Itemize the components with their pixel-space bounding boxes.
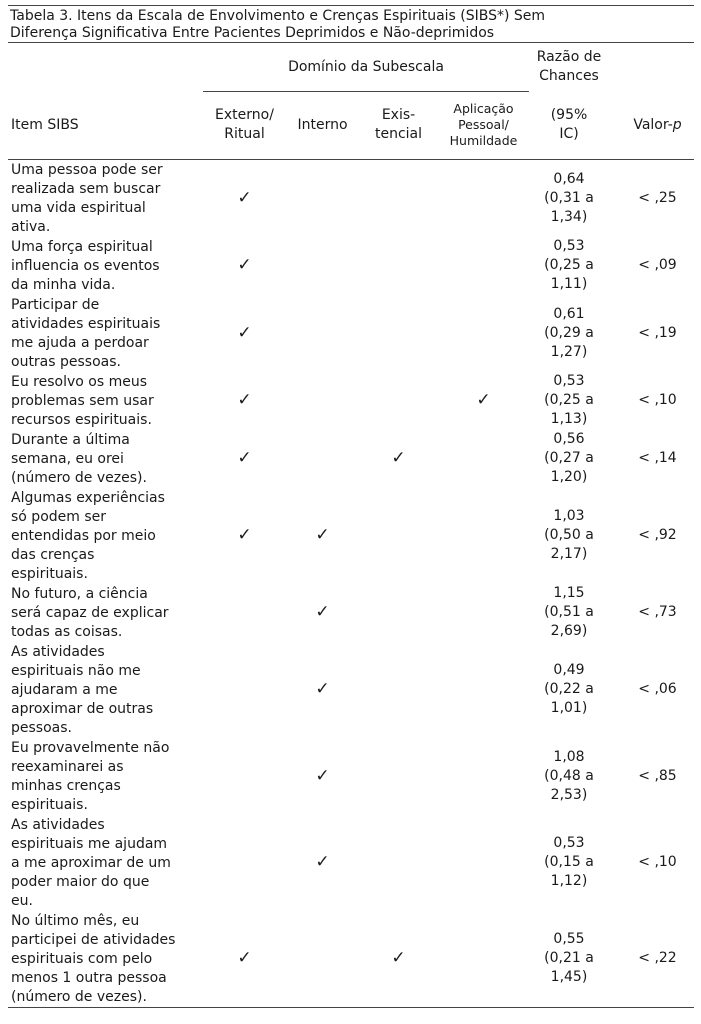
caption-line-1: Tabela 3. Itens da Escala de Envolvimento e Crenças Espirituais (SIBS*) Sem [10, 8, 546, 24]
item-text-line: da minha vida. [11, 276, 116, 293]
table-row [8, 584, 694, 642]
item-cell [8, 488, 203, 584]
existential-cell [359, 372, 438, 430]
odds-ratio-cell [529, 488, 609, 584]
pvalue-cell: < ,19 [638, 324, 677, 341]
item-text-line: (número de vezes). [11, 988, 147, 1005]
existential-cell [359, 911, 438, 1008]
odds-ratio-line: (0,50 a [544, 527, 594, 543]
item-header [8, 92, 203, 160]
item-text-line: Durante a última [11, 431, 130, 448]
header-blank-p [609, 43, 694, 92]
pvalue-cell: < ,10 [638, 854, 677, 870]
existential-cell [359, 815, 438, 911]
odds-ratio-cell [529, 372, 609, 430]
odds-ratio-line: (0,15 a [544, 854, 594, 870]
odds-ratio-line: (0,25 a [544, 257, 594, 273]
personal-humility-cell [438, 584, 529, 642]
personal-humility-cell [438, 911, 529, 1008]
item-cell [8, 738, 203, 815]
internal-cell [286, 488, 359, 584]
odds-ratio-line: (0,21 a [544, 950, 594, 966]
item-text-line: outras pessoas. [11, 353, 121, 370]
item-text-line: espirituais me ajudam [11, 835, 168, 852]
external-ritual-cell [203, 911, 286, 1008]
internal-cell [286, 738, 359, 815]
external-ritual-cell [203, 738, 286, 815]
odds-ratio-line: 0,56 [553, 431, 585, 447]
odds-ratio-line: (0,22 a [544, 681, 594, 697]
odds-ratio-line: 1,12) [550, 873, 588, 889]
internal-cell [286, 237, 359, 295]
odds-ratio-line: (0,48 a [544, 767, 594, 784]
existential-cell [359, 159, 438, 237]
odds-ratio-line: (0,25 a [544, 392, 594, 408]
pvalue-label-suffix: p [672, 116, 682, 133]
item-cell [8, 430, 203, 488]
item-text-line: As atividades [11, 816, 105, 833]
item-text-line: todas as coisas. [11, 623, 123, 640]
item-text-line: Uma pessoa pode ser [11, 161, 163, 178]
item-text-line: espirituais com pelo [11, 950, 153, 967]
odds-ratio-line: 1,11) [550, 276, 588, 292]
odds-ratio-cell [529, 430, 609, 488]
odds-ratio-line: 2,17) [550, 546, 588, 562]
check-mark-icon: ✓ [476, 390, 491, 410]
odds-ratio-line: (0,31 a [544, 189, 594, 206]
external-ritual-cell [203, 488, 286, 584]
sibs-table [8, 42, 694, 1008]
odds-ratio-cell [529, 911, 609, 1008]
item-text-line: influencia os eventos [11, 257, 160, 274]
item-text-line: semana, eu orei [11, 450, 124, 467]
internal-header [286, 92, 359, 160]
external-ritual-label-2: Ritual [224, 126, 265, 143]
item-text-line: das crenças [11, 546, 95, 563]
item-text-line: ativa. [11, 218, 51, 235]
item-text-line: No último mês, eu [11, 912, 140, 929]
table-caption [10, 6, 694, 42]
odds-ratio-cell [529, 642, 609, 738]
check-mark-icon: ✓ [391, 448, 406, 468]
external-ritual-label-1: Externo/ [215, 107, 274, 124]
pvalue-cell: < ,10 [638, 392, 677, 408]
internal-cell [286, 372, 359, 430]
item-cell [8, 372, 203, 430]
table-row [8, 738, 694, 815]
item-text-line: espirituais. [11, 565, 88, 582]
personal-humility-label-2: Pessoal/ [458, 117, 509, 133]
odds-ratio-cell [529, 738, 609, 815]
item-text-line: Eu resolvo os meus [11, 373, 148, 390]
item-cell [8, 815, 203, 911]
odds-ratio-line: 2,53) [550, 786, 588, 803]
existential-cell [359, 488, 438, 584]
check-mark-icon: ✓ [237, 948, 252, 968]
check-mark-icon: ✓ [315, 679, 330, 699]
check-mark-icon: ✓ [315, 525, 330, 545]
check-mark-icon: ✓ [237, 187, 252, 208]
existential-cell [359, 642, 438, 738]
document-page [8, 5, 694, 1008]
pvalue-cell: < ,73 [638, 604, 677, 620]
existential-label-2: tencial [374, 126, 423, 143]
odds-ratio-line: 1,01) [550, 700, 588, 716]
external-ritual-cell [203, 295, 286, 372]
odds-ratio-line: 1,08 [553, 748, 585, 765]
odds-ratio-line: 0,64 [553, 170, 585, 187]
header-row-sub [8, 92, 694, 160]
pvalue-cell: < ,22 [609, 911, 694, 1008]
domain-header [203, 43, 529, 92]
header-blank [8, 43, 203, 92]
personal-humility-cell [438, 642, 529, 738]
table-body [8, 159, 694, 1007]
item-text-line: poder maior do que [11, 873, 150, 890]
pvalue-header [609, 92, 694, 160]
external-ritual-cell [203, 237, 286, 295]
table-row [8, 642, 694, 738]
existential-label-1: Exis- [381, 107, 416, 124]
odds-ratio-cell [529, 584, 609, 642]
external-ritual-cell [203, 584, 286, 642]
caption-line-2: Diferença Significativa Entre Pacientes Deprimidos e Não-deprimidos [10, 25, 495, 41]
odds-ratio-line: 0,53 [553, 238, 585, 254]
item-text-line: Participar de [11, 296, 100, 313]
odds-ratio-cell [529, 237, 609, 295]
item-text-line: me ajuda a perdoar [11, 334, 149, 351]
table-row [8, 815, 694, 911]
odds-ratio-line: 0,53 [553, 373, 585, 389]
item-text-line: menos 1 outra pessoa [11, 969, 167, 986]
table-row [8, 911, 694, 1008]
check-mark-icon: ✓ [315, 765, 330, 786]
personal-humility-cell [438, 237, 529, 295]
item-cell [8, 584, 203, 642]
personal-humility-cell [438, 295, 529, 372]
domain-header-label: Domínio da Subescala [288, 58, 444, 75]
item-text-line: ajudaram a me [11, 681, 118, 698]
pvalue-cell: < ,25 [638, 189, 677, 206]
item-text-line: Algumas experiências [11, 489, 165, 506]
odds-ratio-cell [529, 295, 609, 372]
ci-label-1: (95% [550, 107, 588, 123]
item-text-line: Uma força espiritual [11, 238, 153, 255]
personal-humility-label-1: Aplicação [453, 101, 514, 117]
check-mark-icon: ✓ [237, 322, 252, 343]
internal-cell [286, 584, 359, 642]
table-row [8, 488, 694, 584]
odds-ratio-line: 1,13) [550, 411, 588, 427]
existential-cell [359, 584, 438, 642]
existential-cell [359, 738, 438, 815]
external-ritual-header [203, 92, 286, 160]
odds-ratio-line: 0,61 [553, 305, 585, 322]
internal-cell [286, 295, 359, 372]
internal-cell [286, 642, 359, 738]
odds-ratio-line: 0,55 [553, 931, 585, 947]
odds-ratio-line: 1,20) [550, 469, 588, 485]
item-text-line: reexaminarei as [11, 758, 124, 775]
odds-ratio-line: 2,69) [550, 623, 588, 639]
item-text-line: As atividades [11, 643, 105, 660]
item-text-line: uma vida espiritual [11, 199, 146, 216]
pvalue-cell: < ,14 [638, 450, 677, 466]
item-text-line: espirituais. [11, 796, 88, 813]
item-text-line: Eu provavelmente não [11, 739, 170, 756]
check-mark-icon: ✓ [237, 255, 252, 275]
check-mark-icon: ✓ [237, 525, 252, 545]
item-text-line: será capaz de explicar [11, 604, 169, 621]
header-row-top [8, 43, 694, 92]
item-text-line: aproximar de outras [11, 700, 154, 717]
item-text-line: espirituais não me [11, 662, 141, 679]
existential-cell [359, 430, 438, 488]
pvalue-cell: < ,09 [638, 257, 677, 273]
existential-header [359, 92, 438, 160]
odds-ratio-line: 1,15 [553, 585, 585, 601]
table-row [8, 372, 694, 430]
item-text-line: a me aproximar de um [11, 854, 171, 871]
odds-ratio-label-2: Chances [539, 68, 599, 85]
odds-ratio-line: 0,49 [553, 662, 585, 678]
item-cell [8, 295, 203, 372]
personal-humility-cell [438, 159, 529, 237]
check-mark-icon: ✓ [315, 602, 330, 622]
item-text-line: atividades espirituais [11, 315, 161, 332]
check-mark-icon: ✓ [237, 448, 252, 468]
table-row [8, 295, 694, 372]
external-ritual-cell [203, 642, 286, 738]
odds-ratio-label-1: Razão de [536, 49, 602, 66]
personal-humility-cell [438, 488, 529, 584]
ci-header [529, 92, 609, 160]
external-ritual-cell [203, 372, 286, 430]
table-row [8, 430, 694, 488]
odds-ratio-line: (0,51 a [544, 604, 594, 620]
odds-ratio-line: 0,53 [553, 835, 585, 851]
odds-ratio-line: (0,27 a [544, 450, 594, 466]
item-text-line: participei de atividades [11, 931, 176, 948]
item-text-line: eu. [11, 892, 33, 909]
internal-cell [286, 430, 359, 488]
ci-label-2: IC) [559, 126, 579, 142]
odds-ratio-line: 1,34) [550, 208, 588, 225]
external-ritual-cell [203, 430, 286, 488]
item-text-line: realizada sem buscar [11, 180, 161, 197]
existential-cell [359, 295, 438, 372]
external-ritual-cell [203, 159, 286, 237]
personal-humility-cell [438, 738, 529, 815]
internal-cell [286, 815, 359, 911]
external-ritual-cell [203, 815, 286, 911]
item-header-label: Item SIBS [11, 117, 79, 133]
odds-ratio-cell [529, 815, 609, 911]
pvalue-label-prefix: Valor- [633, 116, 673, 133]
odds-ratio-line: 1,03 [553, 508, 585, 524]
odds-ratio-line: (0,29 a [544, 324, 594, 341]
item-text-line: entendidas por meio [11, 527, 156, 544]
check-mark-icon: ✓ [315, 852, 330, 872]
odds-ratio-header [529, 43, 609, 92]
item-text-line: problemas sem usar [11, 392, 154, 409]
odds-ratio-line: 1,27) [550, 343, 588, 360]
item-text-line: minhas crenças [11, 777, 121, 794]
check-mark-icon: ✓ [391, 948, 406, 968]
personal-humility-cell [438, 815, 529, 911]
pvalue-cell: < ,92 [638, 527, 677, 543]
personal-humility-label-3: Humildade [449, 133, 518, 149]
item-cell [8, 642, 203, 738]
odds-ratio-line: 1,45) [550, 969, 588, 985]
internal-cell [286, 159, 359, 237]
personal-humility-header [438, 92, 529, 160]
table-row [8, 159, 694, 237]
item-text-line: (número de vezes). [11, 469, 147, 486]
item-text-line: recursos espirituais. [11, 411, 152, 428]
table-row [8, 237, 694, 295]
item-text-line: pessoas. [11, 719, 72, 736]
existential-cell [359, 237, 438, 295]
personal-humility-cell [438, 430, 529, 488]
item-text-line: só podem ser [11, 508, 107, 525]
odds-ratio-cell [529, 159, 609, 237]
internal-cell [286, 911, 359, 1008]
internal-label: Interno [297, 116, 348, 133]
item-text-line: No futuro, a ciência [11, 585, 148, 602]
pvalue-cell: < ,85 [638, 767, 677, 784]
item-cell [8, 159, 203, 237]
item-cell [8, 911, 203, 1008]
personal-humility-cell [438, 372, 529, 430]
check-mark-icon: ✓ [237, 390, 252, 410]
item-cell [8, 237, 203, 295]
pvalue-cell: < ,06 [638, 681, 677, 697]
